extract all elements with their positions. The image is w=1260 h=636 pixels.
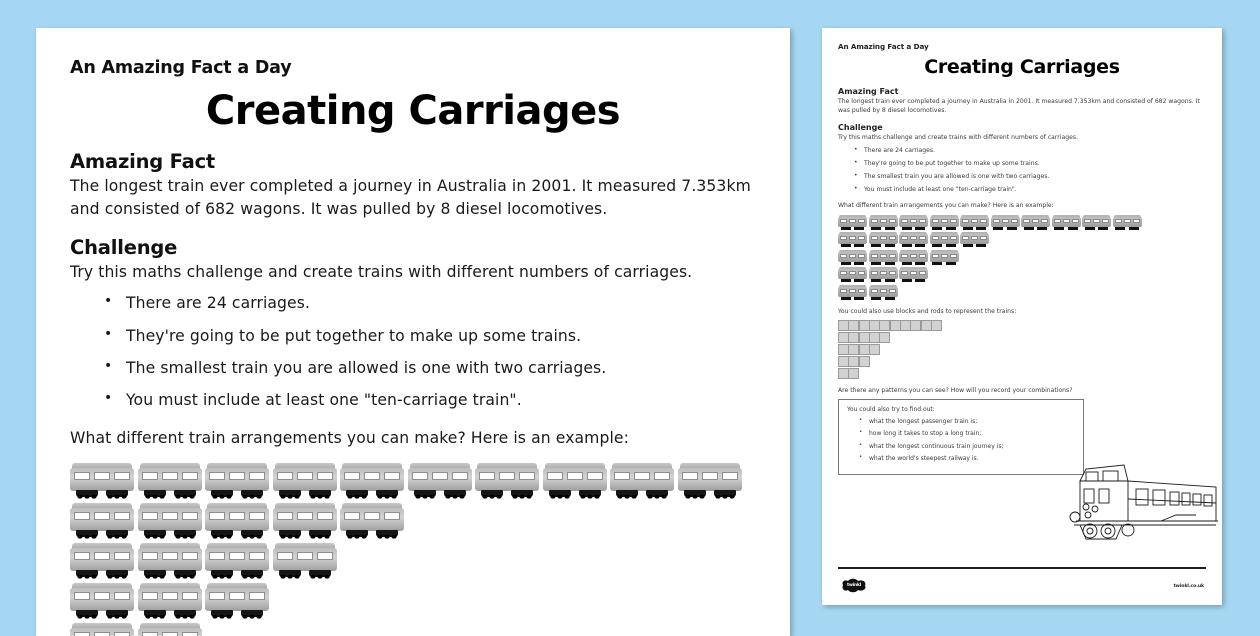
train-carriage-icon (678, 463, 742, 499)
locomotive-illustration (1066, 459, 1218, 551)
train-carriage-icon (610, 463, 674, 499)
thumbnail-worksheet-page (822, 28, 1222, 605)
train-carriage-icon (70, 543, 134, 579)
list-item: • what the longest passenger train is; (847, 417, 1075, 426)
train-carriage-icon (340, 503, 404, 539)
train-carriage-icon (1052, 215, 1081, 231)
footer-url: twinkl.co.uk (1173, 584, 1204, 589)
rod-row (838, 332, 1206, 343)
carriage-row (70, 503, 756, 539)
carriage-row (838, 285, 1206, 301)
train-carriage-icon (273, 543, 337, 579)
train-carriage-icon (138, 463, 202, 499)
kicker-label: An Amazing Fact a Day (70, 58, 292, 78)
train-carriage-icon (70, 503, 134, 539)
twinkl-logo-label: twinkl (846, 583, 861, 588)
list-item: • They're going to be put together to make up some trains. (70, 325, 756, 348)
list-item: • what the longest continuous train journey is; (847, 442, 1075, 451)
list-item: • They're going to be put together to make up some trains. (838, 159, 1206, 168)
page-title: Creating Carriages (205, 88, 621, 134)
train-carriage-icon (991, 215, 1020, 231)
carriage-row (70, 463, 756, 499)
train-carriage-icon (70, 463, 134, 499)
list-item: • The smallest train you are allowed is one with two carriages. (70, 357, 756, 380)
patterns-question: Are there any patterns you can see? How will you record your combinations? (838, 386, 1073, 394)
train-carriage-icon (273, 463, 337, 499)
train-carriage-icon (930, 232, 959, 248)
train-carriage-icon (340, 463, 404, 499)
thumb-arrangement-prompt: What different train arrangements you can make? Here is an example: (838, 201, 1054, 209)
train-carriage-icon (930, 215, 959, 231)
train-carriage-icon (138, 583, 202, 619)
list-item: • There are 24 carriages. (70, 292, 756, 315)
train-carriage-icon (838, 250, 867, 266)
train-carriage-icon (273, 503, 337, 539)
thumb-amazing-fact-text: The longest train ever completed a journey in Australia in 2001. It measured 7.353km and consisted of 682 wagons. It was pulled by 8 diesel locomotives. (838, 98, 1200, 115)
carriage-diagram (70, 463, 756, 636)
train-carriage-icon (408, 463, 472, 499)
rod-row (838, 368, 1206, 379)
train-carriage-icon (960, 215, 989, 231)
list-item: • The smallest train you are allowed is one with two carriages. (838, 172, 1206, 181)
list-item: • You must include at least one "ten-carriage train". (70, 389, 756, 412)
thumb-page-title: Creating Carriages (924, 56, 1120, 78)
amazing-fact-heading: Amazing Fact (70, 150, 216, 173)
train-carriage-icon (205, 583, 269, 619)
thumb-challenge-heading: Challenge (838, 122, 883, 132)
list-item: • There are 24 carriages. (838, 146, 1206, 155)
blocks-rods-diagram (838, 320, 1206, 379)
train-carriage-icon (205, 543, 269, 579)
rod-row (838, 356, 1206, 367)
find-out-list (847, 417, 1075, 464)
thumb-carriage-diagram (838, 215, 1206, 301)
find-out-lead: You could also try to find out: (847, 405, 935, 413)
train-carriage-icon (138, 543, 202, 579)
train-carriage-icon (543, 463, 607, 499)
main-worksheet-page (36, 28, 790, 636)
thumb-challenge-bullet-list (838, 146, 1206, 194)
carriage-row (838, 232, 1206, 248)
thumb-kicker-label: An Amazing Fact a Day (838, 42, 929, 51)
train-carriage-icon (869, 232, 898, 248)
rod-row (838, 344, 1206, 355)
train-carriage-icon (869, 250, 898, 266)
carriage-row (70, 583, 756, 619)
train-carriage-icon (869, 215, 898, 231)
train-carriage-icon (1082, 215, 1111, 231)
footer-divider (838, 567, 1206, 569)
thumb-amazing-fact-heading: Amazing Fact (838, 87, 899, 96)
carriage-row (838, 267, 1206, 283)
train-carriage-icon (838, 267, 867, 283)
train-carriage-icon (1021, 215, 1050, 231)
find-out-box (838, 399, 1084, 475)
rod-cell (859, 356, 870, 367)
carriage-row (838, 215, 1206, 231)
carriage-row (70, 543, 756, 579)
train-carriage-icon (838, 285, 867, 301)
list-item: • how long it takes to stop a long train; (847, 429, 1075, 438)
rod-cell (869, 344, 880, 355)
train-carriage-icon (899, 250, 928, 266)
train-carriage-icon (205, 463, 269, 499)
train-carriage-icon (138, 623, 202, 636)
list-item: • what the world's steepest railway is. (847, 454, 1075, 463)
rod-row (838, 320, 1206, 331)
train-carriage-icon (960, 232, 989, 248)
amazing-fact-text: The longest train ever completed a journey in Australia in 2001. It measured 7.353km and consisted of 682 wagons. It was pulled by 8 diesel locomotives. (70, 177, 751, 219)
carriage-row (838, 250, 1206, 266)
train-carriage-icon (899, 215, 928, 231)
challenge-heading: Challenge (70, 236, 178, 260)
carriage-row (70, 623, 756, 636)
train-carriage-icon (899, 267, 928, 283)
train-carriage-icon (205, 503, 269, 539)
train-carriage-icon (869, 267, 898, 283)
rods-lead-text: You could also use blocks and rods to represent the trains: (838, 307, 1017, 315)
arrangement-prompt: What different train arrangements you can make? Here is an example: (70, 428, 629, 447)
train-carriage-icon (869, 285, 898, 301)
challenge-bullet-list (70, 292, 756, 413)
train-carriage-icon (930, 250, 959, 266)
thumb-challenge-intro-text: Try this maths challenge and create trains with different numbers of carriages. (838, 133, 1078, 141)
train-carriage-icon (70, 623, 134, 636)
twinkl-logo (840, 578, 868, 593)
train-carriage-icon (1113, 215, 1142, 231)
rod-cell (879, 332, 890, 343)
challenge-intro-text: Try this maths challenge and create trains with different numbers of carriages. (70, 263, 693, 282)
list-item: • You must include at least one "ten-carriage train". (838, 185, 1206, 194)
train-carriage-icon (838, 215, 867, 231)
train-carriage-icon (475, 463, 539, 499)
rod-cell (931, 320, 942, 331)
train-carriage-icon (70, 583, 134, 619)
train-carriage-icon (899, 232, 928, 248)
rod-cell (848, 368, 859, 379)
train-carriage-icon (838, 232, 867, 248)
train-carriage-icon (138, 503, 202, 539)
